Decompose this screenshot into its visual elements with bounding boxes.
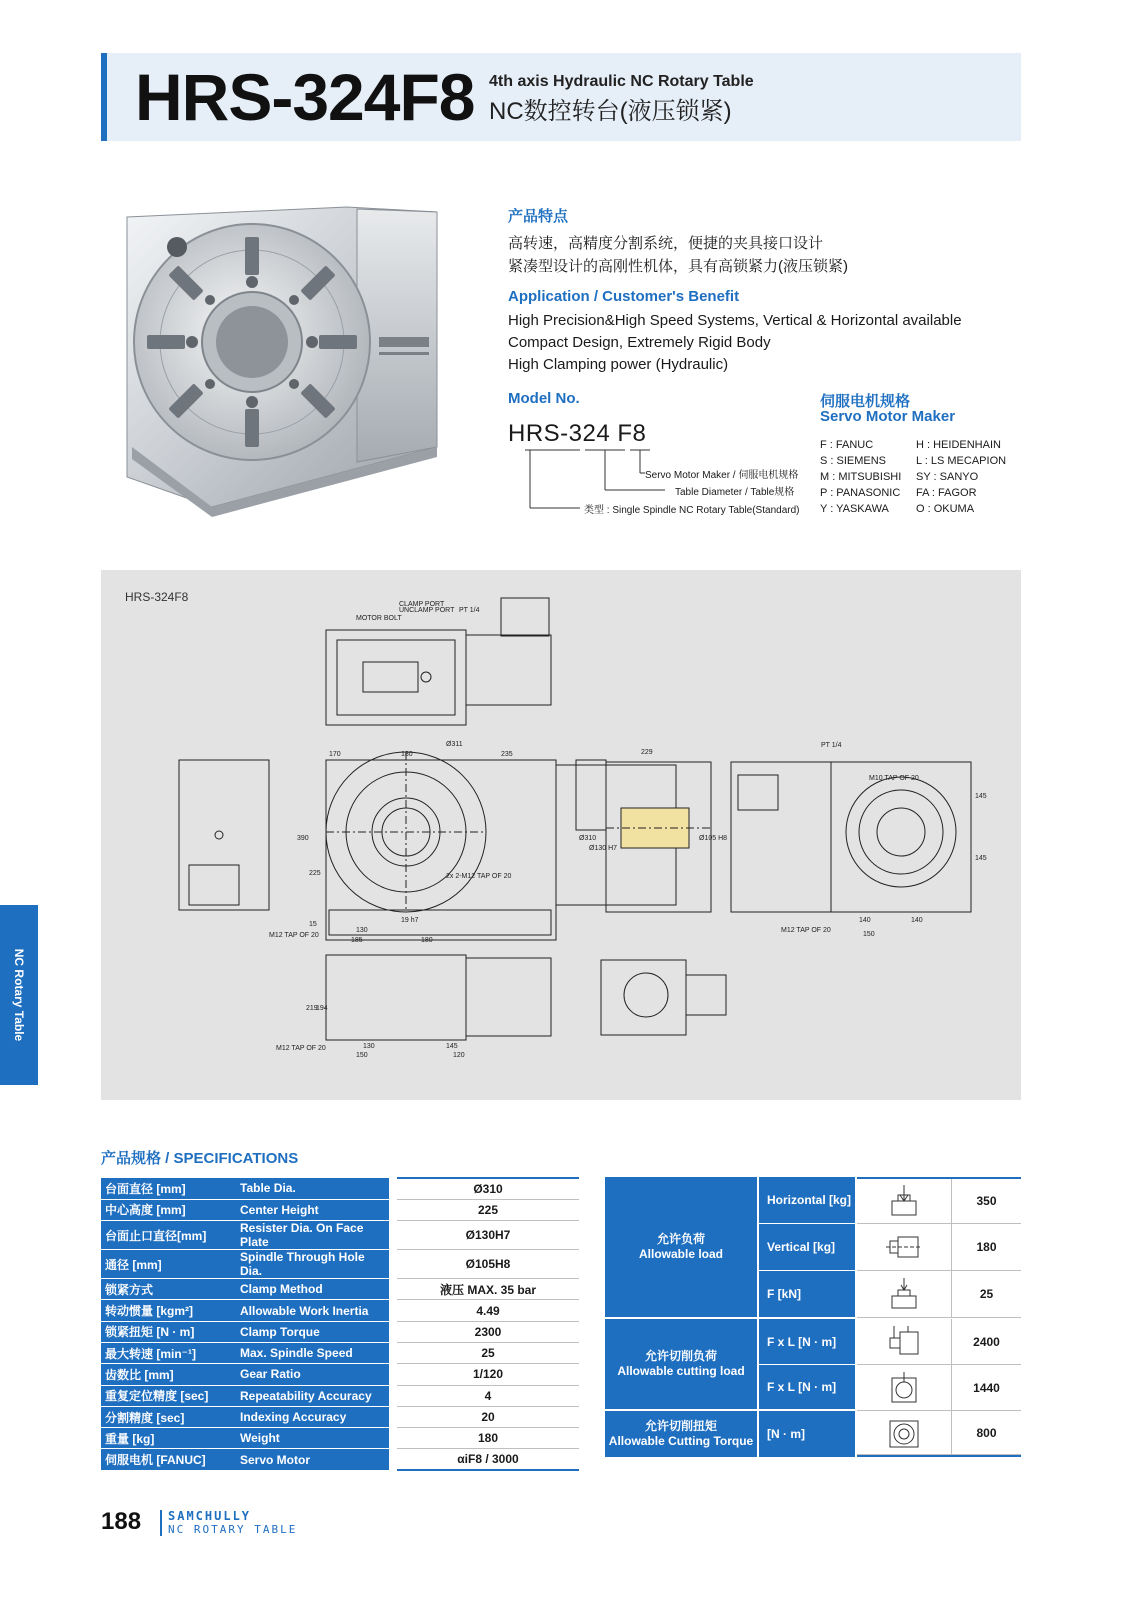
spec-cn: 中心高度 [mm]	[101, 1199, 236, 1220]
spec-val: 180	[397, 1428, 579, 1449]
dim-label: Ø311	[446, 741, 463, 748]
drawing-note: M12 TAP OF 20	[781, 927, 831, 934]
spec-val: Ø310	[397, 1178, 579, 1199]
product-photo	[117, 187, 447, 517]
dim-label: 180	[401, 751, 413, 758]
load-group-cn: 允许负荷	[656, 1232, 705, 1246]
spec-val: 液压 MAX. 35 bar	[397, 1279, 579, 1300]
dim-label: 120	[453, 1052, 465, 1059]
servo-title-cn: 伺服电机规格	[820, 393, 911, 410]
load-diagram-icon	[857, 1411, 951, 1455]
title-accent-bar	[101, 53, 107, 141]
table-row	[101, 1428, 579, 1449]
features-title-cn: 产品特点	[508, 208, 569, 225]
servo-title-en: Servo Motor Maker	[820, 408, 956, 425]
spec-cn: 齿数比 [mm]	[101, 1364, 236, 1385]
specs-table	[101, 1177, 579, 1471]
model-code: HRS-324 F8	[508, 420, 647, 447]
technical-drawing-panel	[101, 570, 1021, 1100]
table-border	[857, 1177, 1021, 1179]
spec-en: Gear Ratio	[236, 1364, 389, 1385]
feature-en-2: Compact Design, Extremely Rigid Body	[508, 334, 771, 351]
load-diagram-icon	[857, 1179, 951, 1224]
footer-divider	[160, 1510, 162, 1536]
model-title: HRS-324F8	[135, 60, 475, 134]
spec-val: 225	[397, 1199, 579, 1220]
table-row	[101, 1449, 579, 1470]
page-number: 188	[101, 1508, 142, 1535]
dim-label: 150	[863, 931, 875, 938]
load-group	[605, 1319, 757, 1409]
spec-cn: 重量 [kg]	[101, 1428, 236, 1449]
dim-label: Ø105 H8	[699, 835, 728, 842]
spec-val: αiF8 / 3000	[397, 1449, 579, 1470]
legend-type: 类型 : Single Spindle NC Rotary Table(Standard)	[584, 505, 800, 516]
load-table	[605, 1177, 1021, 1457]
dim-label: 229	[641, 749, 653, 756]
table-row	[101, 1279, 579, 1300]
servo-maker: M : MITSUBISHI	[820, 471, 902, 483]
spec-en: Center Height	[236, 1199, 389, 1220]
spec-en: Repeatability Accuracy	[236, 1385, 389, 1406]
dim-label: 19 h7	[401, 917, 419, 924]
table-row	[101, 1364, 579, 1385]
load-val: 350	[951, 1179, 1021, 1224]
title-banner	[101, 53, 1021, 141]
drawing-note: PT 1/4	[821, 742, 842, 749]
servo-maker: L : LS MECAPION	[916, 455, 1007, 467]
load-group-cn: 允许切削负荷	[644, 1349, 717, 1363]
features-title-en: Application / Customer's Benefit	[508, 288, 740, 305]
spec-val: 25	[397, 1342, 579, 1363]
dim-label: Ø130 H7	[589, 845, 618, 852]
dim-label: 145	[975, 793, 987, 800]
load-diagram-icon	[857, 1319, 951, 1365]
spec-cn: 锁紧扭矩 [N · m]	[101, 1321, 236, 1342]
spec-cn: 最大转速 [min⁻¹]	[101, 1342, 236, 1363]
servo-maker-list	[820, 437, 1006, 517]
technical-drawing	[101, 570, 1021, 1100]
spec-cn: 锁紧方式	[101, 1279, 236, 1300]
servo-maker: O : OKUMA	[916, 503, 975, 515]
feature-en-1: High Precision&High Speed Systems, Vertical & Horizontal available	[508, 312, 962, 329]
dim-label: 219	[306, 1005, 318, 1012]
dim-label: 130	[356, 927, 368, 934]
dim-label: 150	[356, 1052, 368, 1059]
load-val: 25	[951, 1271, 1021, 1318]
spec-cn: 伺服电机 [FANUC]	[101, 1449, 236, 1470]
spec-en: Max. Spindle Speed	[236, 1342, 389, 1363]
servo-maker: F : FANUC	[820, 439, 874, 451]
spec-en: Table Dia.	[236, 1178, 389, 1199]
spec-en: Clamp Torque	[236, 1321, 389, 1342]
servo-maker: Y : YASKAWA	[820, 503, 889, 515]
spec-cn: 台面止口直径[mm]	[101, 1221, 236, 1250]
spec-en: Resister Dia. On Face Plate	[236, 1221, 389, 1250]
side-tab	[0, 905, 38, 1085]
spec-val: 4	[397, 1385, 579, 1406]
feature-cn-1: 高转速，高精度分割系统，便捷的夹具接口设计	[508, 235, 824, 252]
model-no-title: Model No.	[508, 390, 580, 407]
load-group-en: Allowable load	[638, 1247, 723, 1261]
spec-cn: 重复定位精度 [sec]	[101, 1385, 236, 1406]
specs-title: 产品规格 / SPECIFICATIONS	[101, 1150, 299, 1167]
spec-val: 4.49	[397, 1300, 579, 1321]
drawing-note: M10 TAP OF 20	[869, 775, 919, 782]
servo-maker: FA : FAGOR	[916, 487, 977, 499]
drawing-note: MOTOR BOLT	[356, 615, 402, 622]
table-border	[857, 1455, 1021, 1457]
spec-val: Ø105H8	[397, 1250, 579, 1279]
spec-en: Servo Motor	[236, 1449, 389, 1470]
drawing-note: M12 TAP OF 20	[269, 932, 319, 939]
spec-val: 1/120	[397, 1364, 579, 1385]
spec-en: Clamp Method	[236, 1279, 389, 1300]
table-row	[101, 1385, 579, 1406]
feature-cn-2: 紧凑型设计的高刚性机体，具有高锁紧力(液压锁紧)	[508, 258, 848, 275]
spec-val: Ø130H7	[397, 1221, 579, 1250]
table-row	[101, 1300, 579, 1321]
load-group	[605, 1411, 757, 1457]
dim-label: 180	[421, 937, 433, 944]
brand-logo: SAMCHULLY	[168, 1509, 252, 1523]
load-label: Vertical [kg]	[759, 1224, 855, 1270]
load-group-en: Allowable cutting load	[617, 1364, 745, 1378]
table-row	[101, 1342, 579, 1363]
servo-maker: H : HEIDENHAIN	[916, 439, 1001, 451]
dim-label: 140	[911, 917, 923, 924]
spec-cn: 分割精度 [sec]	[101, 1406, 236, 1427]
table-row	[101, 1321, 579, 1342]
load-diagram-icon	[857, 1365, 951, 1411]
servo-maker: S : SIEMENS	[820, 455, 887, 467]
dim-label: 170	[329, 751, 341, 758]
legend-servo: Servo Motor Maker / 伺服电机规格	[645, 470, 799, 481]
subtitle-en: 4th axis Hydraulic NC Rotary Table	[489, 73, 754, 90]
dim-label: 145	[975, 855, 987, 862]
load-group-en: Allowable Cutting Torque	[608, 1434, 754, 1448]
dim-label: 145	[446, 1043, 458, 1050]
side-tab-label: NC Rotary Table	[12, 948, 26, 1042]
brand-subtitle: NC ROTARY TABLE	[168, 1523, 298, 1536]
drawing-note: CLAMP PORT	[399, 601, 445, 608]
load-group	[605, 1177, 757, 1317]
load-group-cn: 允许切削扭矩	[644, 1419, 717, 1433]
dim-label: 235	[501, 751, 513, 758]
spec-val: 20	[397, 1406, 579, 1427]
load-val: 800	[951, 1411, 1021, 1455]
dim-label: 185	[351, 937, 363, 944]
dim-label: 140	[859, 917, 871, 924]
load-val: 1440	[951, 1365, 1021, 1411]
load-diagram-icon	[857, 1224, 951, 1271]
load-val: 2400	[951, 1319, 1021, 1365]
drawing-note: M12 TAP OF 20	[276, 1045, 326, 1052]
spec-en: Allowable Work Inertia	[236, 1300, 389, 1321]
dim-label: 390	[297, 835, 309, 842]
servo-maker: SY : SANYO	[916, 471, 979, 483]
feature-en-3: High Clamping power (Hydraulic)	[508, 356, 729, 373]
spec-cn: 台面直径 [mm]	[101, 1178, 236, 1199]
table-row	[101, 1250, 579, 1279]
drawing-note: UNCLAMP PORT	[399, 607, 455, 614]
drawing-note: PT 1/4	[459, 607, 480, 614]
spec-cn: 通径 [mm]	[101, 1250, 236, 1279]
table-row	[101, 1406, 579, 1427]
subtitle-cn: NC数控转台(液压锁紧)	[489, 98, 732, 125]
load-diagram-icon	[857, 1271, 951, 1318]
load-val: 180	[951, 1224, 1021, 1271]
table-row	[101, 1178, 579, 1199]
load-label: Horizontal [kg]	[759, 1177, 855, 1223]
spec-val: 2300	[397, 1321, 579, 1342]
dim-label: 194	[316, 1005, 328, 1012]
spec-en: Weight	[236, 1428, 389, 1449]
servo-maker: P : PANASONIC	[820, 487, 901, 499]
spec-cn: 转动惯量 [kgm²]	[101, 1300, 236, 1321]
load-label: F x L [N · m]	[759, 1365, 855, 1409]
table-row	[101, 1221, 579, 1250]
legend-table-dia: Table Diameter / Table规格	[675, 487, 795, 498]
dim-label: 225	[309, 870, 321, 877]
spec-en: Indexing Accuracy	[236, 1406, 389, 1427]
spec-en: Spindle Through Hole Dia.	[236, 1250, 389, 1279]
load-label: [N · m]	[759, 1411, 855, 1457]
dim-label: 130	[363, 1043, 375, 1050]
table-row	[101, 1199, 579, 1220]
load-label: F [kN]	[759, 1271, 855, 1317]
load-label: F x L [N · m]	[759, 1319, 855, 1364]
drawing-note: 2x 2-M12 TAP OF 20	[446, 873, 512, 880]
dim-label: Ø310	[579, 835, 597, 842]
dim-label: 15	[309, 921, 317, 928]
drawing-label: HRS-324F8	[125, 590, 189, 604]
